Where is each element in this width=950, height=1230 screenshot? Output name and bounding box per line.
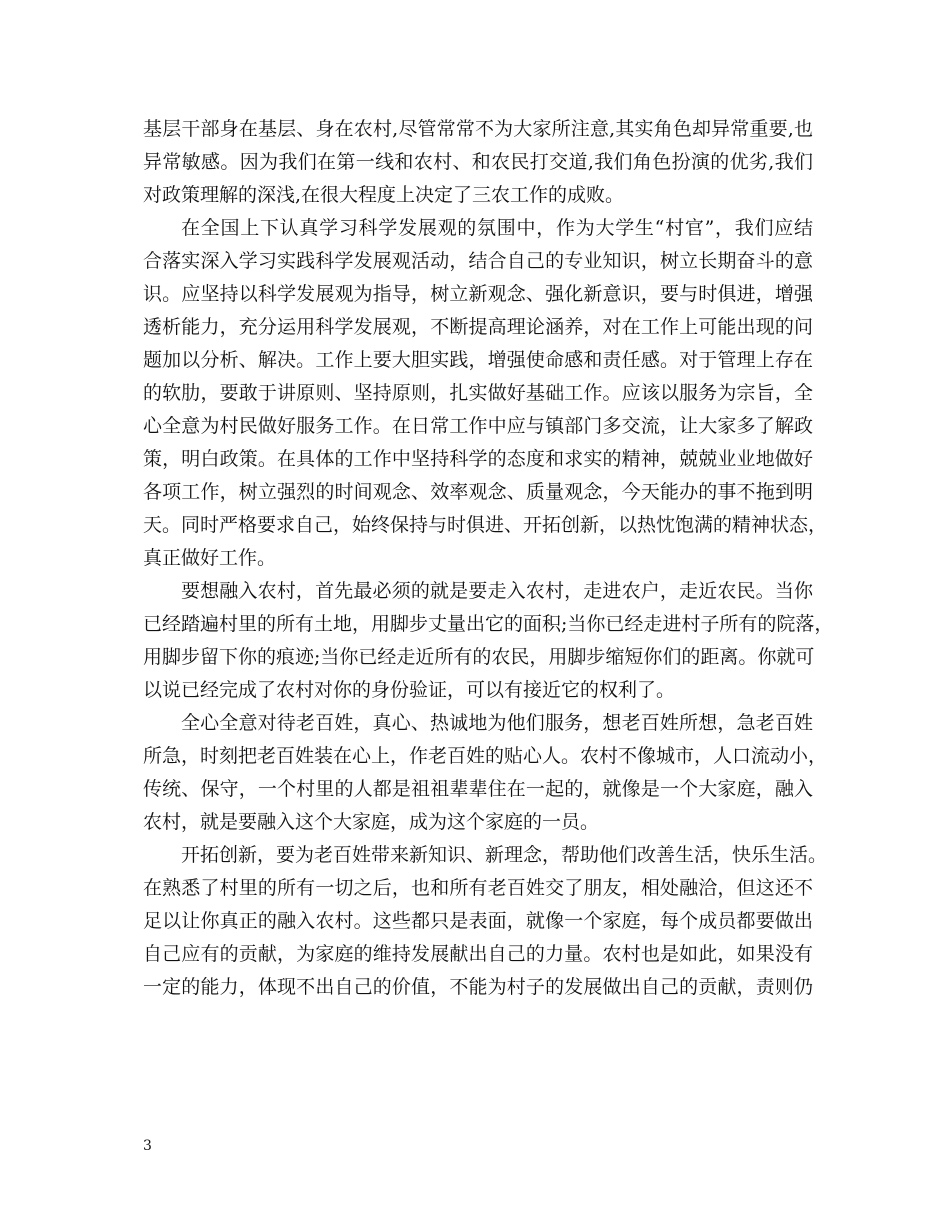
text-line xyxy=(143,311,813,344)
text-line-content: 识。应坚持以科学发展观为指导，树立新观念、强化新意识，要与时俱进，增强 xyxy=(143,283,813,305)
text-line xyxy=(143,278,813,311)
text-line xyxy=(143,641,813,674)
text-line-content: 所急，时刻把老百姓装在心上，作老百姓的贴心人。农村不像城市，人口流动小， xyxy=(143,745,828,767)
text-line-content: 农村，就是要融入这个大家庭，成为这个家庭的一员。 xyxy=(143,811,600,833)
paragraph xyxy=(143,839,828,1004)
text-line-content: 真正做好工作。 xyxy=(143,547,277,569)
text-line xyxy=(143,707,813,740)
text-line xyxy=(143,212,813,245)
text-line xyxy=(143,179,813,212)
paragraph xyxy=(143,212,828,575)
text-line-content: 合落实深入学习实践科学发展观活动，结合自己的专业知识，树立长期奋斗的意 xyxy=(143,250,813,272)
text-line xyxy=(143,905,813,938)
text-line-content: 对政策理解的深浅,在很大程度上决定了三农工作的成败。 xyxy=(143,184,625,206)
paragraph xyxy=(143,575,834,707)
text-line xyxy=(143,971,813,1004)
text-line xyxy=(143,575,813,608)
text-line-content: 在熟悉了村里的所有一切之后，也和所有老百姓交了朋友，相处融洽，但这还不 xyxy=(143,877,813,899)
page-number: 3 xyxy=(143,1138,152,1154)
text-line-content: 已经踏遍村里的所有土地，用脚步丈量出它的面积;当你已经走进村子所有的院落， xyxy=(143,613,834,635)
text-line xyxy=(143,839,828,872)
text-line-content: 要想融入农村，首先最必须的就是要走入农村，走进农户，走近农民。当你 xyxy=(181,580,813,602)
text-line xyxy=(143,806,813,839)
text-line xyxy=(143,542,813,575)
text-line xyxy=(143,509,828,542)
text-line xyxy=(143,872,813,905)
text-line-content: 透析能力，充分运用科学发展观，不断提高理论涵养，对在工作上可能出现的问 xyxy=(143,316,813,338)
text-line xyxy=(143,773,813,806)
text-line xyxy=(143,113,813,146)
text-line-content: 各项工作，树立强烈的时间观念、效率观念、质量观念，今天能办的事不拖到明 xyxy=(143,481,813,503)
text-line xyxy=(143,674,813,707)
text-line-content: 心全意为村民做好服务工作。在日常工作中应与镇部门多交流，让大家多了解政 xyxy=(143,415,813,437)
paragraph xyxy=(143,707,828,839)
text-line-content: 天。同时严格要求自己，始终保持与时俱进、开拓创新，以热忱饱满的精神状态， xyxy=(143,514,828,536)
text-line xyxy=(143,245,813,278)
text-line-content: 全心全意对待老百姓，真心、热诚地为他们服务，想老百姓所想，急老百姓 xyxy=(181,712,813,734)
text-line xyxy=(143,608,834,641)
text-line-content: 题加以分析、解决。工作上要大胆实践，增强使命感和责任感。对于管理上存在 xyxy=(143,349,813,371)
text-line-content: 的软肋，要敢于讲原则、坚持原则，扎实做好基础工作。应该以服务为宗旨，全 xyxy=(143,382,813,404)
text-line-content: 传统、保守，一个村里的人都是祖祖辈辈住在一起的，就像是一个大家庭，融入 xyxy=(143,778,813,800)
text-line-content: 用脚步留下你的痕迹;当你已经走近所有的农民，用脚步缩短你们的距离。你就可 xyxy=(143,646,815,668)
text-line-content: 异常敏感。因为我们在第一线和农村、和农民打交道,我们角色扮演的优劣,我们 xyxy=(143,151,813,173)
text-line-content: 一定的能力，体现不出自己的价值，不能为村子的发展做出自己的贡献，责则仍 xyxy=(143,976,813,998)
text-line xyxy=(143,146,813,179)
text-line xyxy=(143,344,813,377)
text-line xyxy=(143,476,813,509)
text-line xyxy=(143,938,813,971)
text-line xyxy=(143,740,828,773)
text-line xyxy=(143,377,813,410)
text-line-content: 在全国上下认真学习科学发展观的氛围中，作为大学生“村官”，我们应结 xyxy=(181,217,813,239)
text-line xyxy=(143,410,813,443)
paragraph xyxy=(143,113,813,212)
document-body xyxy=(143,113,834,1004)
text-line-content: 开拓创新，要为老百姓带来新知识、新理念，帮助他们改善生活，快乐生活。 xyxy=(181,844,828,866)
text-line xyxy=(143,443,813,476)
text-line-content: 足以让你真正的融入农村。这些都只是表面，就像一个家庭，每个成员都要做出 xyxy=(143,910,813,932)
text-line-content: 自己应有的贡献，为家庭的维持发展献出自己的力量。农村也是如此，如果没有 xyxy=(143,943,813,965)
text-line-content: 以说已经完成了农村对你的身份验证，可以有接近它的权利了。 xyxy=(143,679,676,701)
text-line-content: 基层干部身在基层、身在农村,尽管常常不为大家所注意,其实角色却异常重要,也 xyxy=(143,118,813,140)
text-line-content: 策，明白政策。在具体的工作中坚持科学的态度和求实的精神，兢兢业业地做好 xyxy=(143,448,813,470)
